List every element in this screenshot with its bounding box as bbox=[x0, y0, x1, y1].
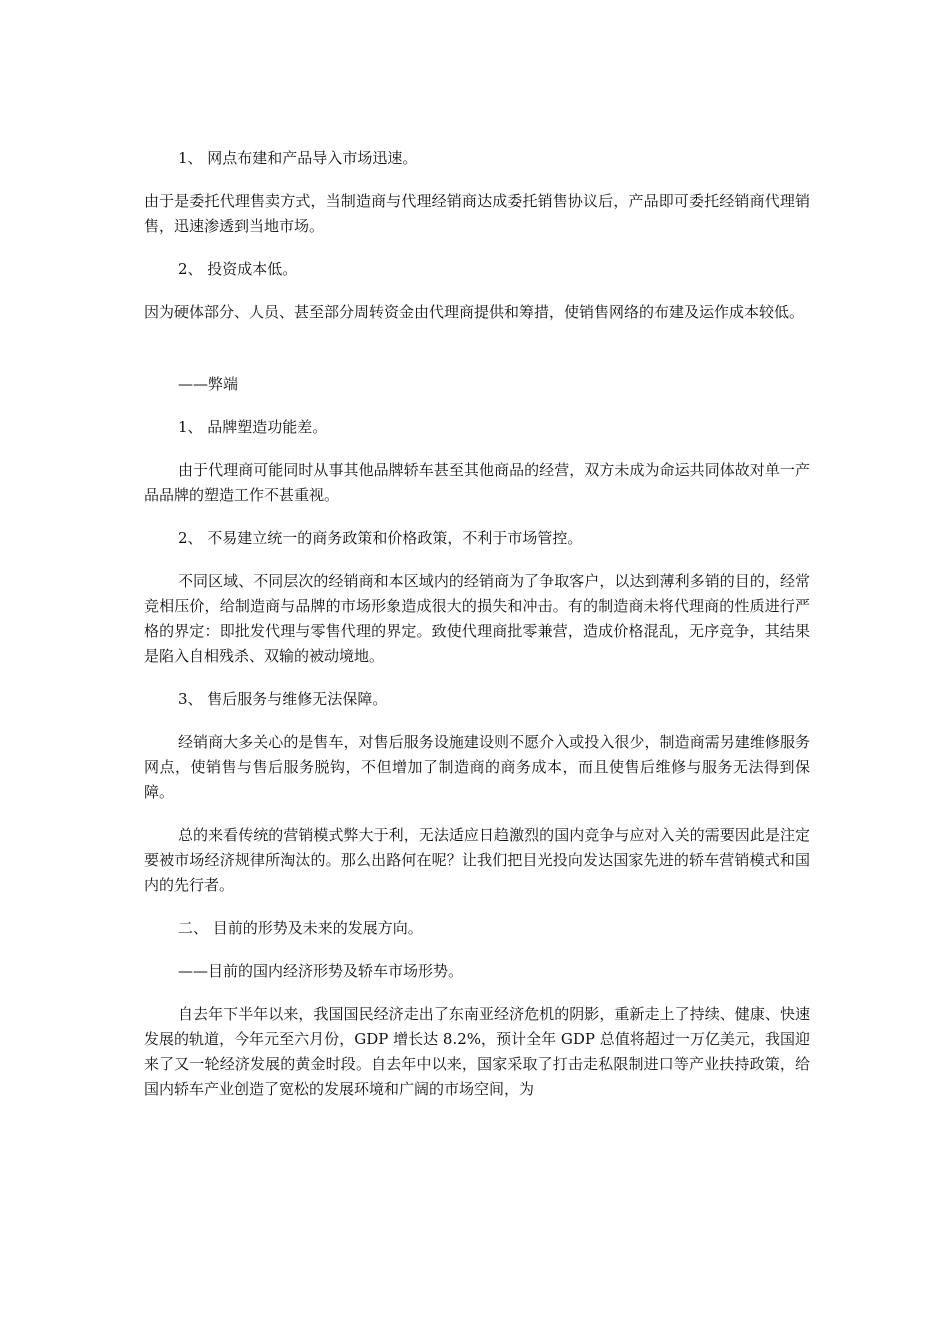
section-heading-drawbacks: ——弊端 bbox=[178, 375, 239, 393]
paragraph-brand: 由于代理商可能同时从事其他品牌轿车甚至其他商品的经营，双方未成为命运共同体故对单一产品品牌的塑造工作不甚重视。 bbox=[144, 461, 810, 504]
paragraph-economy: 自去年下半年以来，我国国民经济走出了东南亚经济危机的阴影，重新走上了持续、健康、快速发展的轨道，今年元至六月份，GDP 增长达 8.2%，预计全年 GDP 总值将超过一万亿美元，我国迎来了又一轮经济发展的黄金时段。自去年中以来，国家采取了打击走私限制进口等产业扶持政策，给国内轿车产业创造了宽松的发展环境和广阔的市场空间，为 bbox=[144, 1005, 810, 1098]
paragraph-pricing: 不同区域、不同层次的经销商和本区域内的经销商为了争取客户，以达到薄利多销的目的，经常竞相压价，给制造商与品牌的市场形象造成很大的损失和冲击。有的制造商未将代理商的性质进行严格的界定：即批发代理与零售代理的界定。致使代理商批零兼营，造成价格混乱，无序竞争，其结果是陷入自相残杀、双输的被动境地。 bbox=[144, 572, 810, 665]
document-body bbox=[144, 146, 810, 1102]
item-heading-brand: 1、 品牌塑造功能差。 bbox=[178, 418, 328, 436]
item-heading-service: 3、 售后服务与维修无法保障。 bbox=[178, 690, 388, 708]
item-heading-network: 1、 网点布建和产品导入市场迅速。 bbox=[178, 149, 418, 167]
item-heading-policy: 2、 不易建立统一的商务政策和价格政策，不利于市场管控。 bbox=[178, 529, 583, 547]
paragraph-service: 经销商大多关心的是售车，对售后服务设施建设则不愿介入或投入很少，制造商需另建维修服务网点，使销售与售后服务脱钩，不但增加了制造商的商务成本，而且使售后维修与服务无法得到保障。 bbox=[144, 733, 810, 801]
paragraph-agency-sales: 由于是委托代理售卖方式，当制造商与代理经销商达成委托销售协议后，产品即可委托经销商代理销售，迅速渗透到当地市场。 bbox=[144, 192, 810, 235]
section-heading-trends: 二、 目前的形势及未来的发展方向。 bbox=[178, 919, 423, 937]
paragraph-low-cost: 因为硬体部分、人员、甚至部分周转资金由代理商提供和筹措，使销售网络的布建及运作成本较低。 bbox=[144, 303, 805, 321]
paragraph-summary: 总的来看传统的营销模式弊大于利，无法适应日趋激烈的国内竞争与应对入关的需要因此是注定要被市场经济规律所淘汰的。那么出路何在呢？让我们把目光投向发达国家先进的轿车营销模式和国内的先行者。 bbox=[144, 826, 810, 894]
item-heading-low-cost: 2、 投资成本低。 bbox=[178, 260, 298, 278]
subsection-heading-economy: ——目前的国内经济形势及轿车市场形势。 bbox=[178, 962, 464, 980]
